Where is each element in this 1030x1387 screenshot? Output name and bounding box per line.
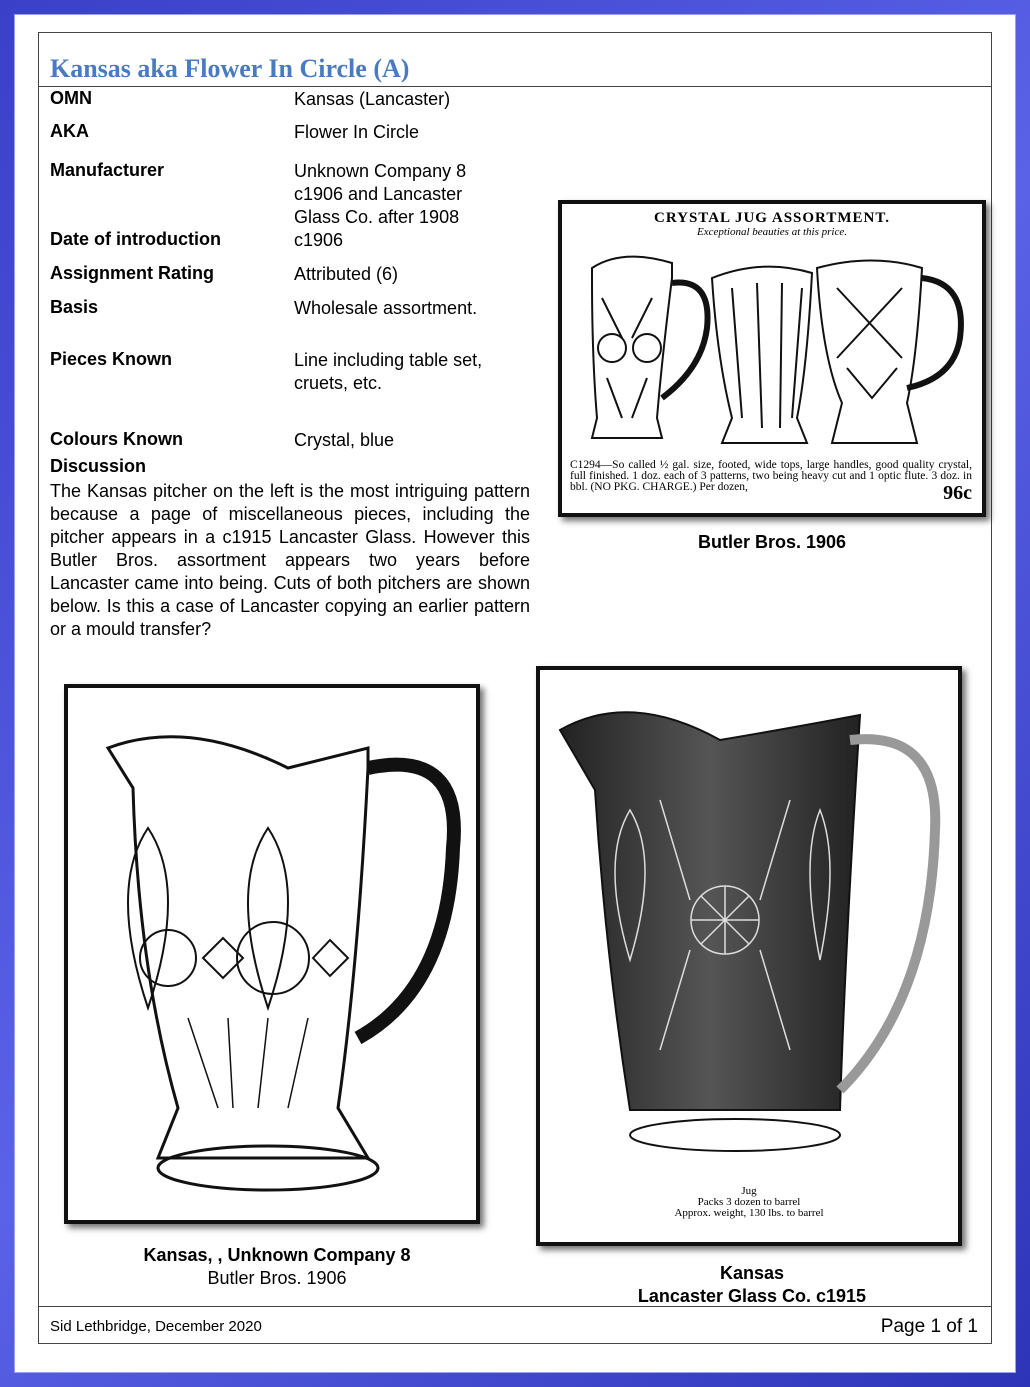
discussion-text: The Kansas pitcher on the left is the most intriguing pattern because a page of miscellaneous pieces, including the pitcher appears in a c1915 Lancaster Glass. However this Butler Bros. assortment appears two years before Lancaster came into being. Cuts of both pitchers are shown below. Is this a case of Lancaster copying an earlier pattern or a mould transfer? (50, 481, 530, 639)
ad-caption: Butler Bros. 1906 (697, 532, 847, 552)
left-caption-line-1: Kansas, , Unknown Company 8 (143, 1245, 411, 1265)
jug-caption-line-3: Approx. weight, 130 lbs. to barrel (674, 1207, 824, 1219)
right-caption-line-2: Lancaster Glass Co. c1915 (637, 1286, 867, 1306)
three-pitchers-illustration (562, 238, 982, 468)
kansas-pitcher-lancaster-image (536, 666, 962, 1246)
kansas-pitcher-butler-image (64, 684, 480, 1224)
ad-price: 96c (943, 482, 972, 504)
manufacturer-line-3: Glass Co. after 1908 (294, 207, 460, 227)
omn-label: OMN (50, 88, 92, 108)
colours-label: Colours Known (50, 429, 183, 449)
right-pitcher-caption (536, 1262, 968, 1308)
page-title: Kansas aka Flower In Circle (A) (50, 54, 410, 83)
colours-value: Crystal, blue (294, 430, 395, 450)
footer-author: Sid Lethbridge, December 2020 (50, 1318, 262, 1335)
rating-value: Attributed (6) (294, 264, 399, 284)
jug-caption (540, 1186, 958, 1219)
manufacturer-value (294, 160, 466, 229)
ad-subheading: Exceptional beauties at this price. (697, 226, 847, 238)
aka-label: AKA (50, 121, 89, 141)
basis-label: Basis (50, 297, 99, 317)
aka-value: Flower In Circle (294, 122, 420, 142)
jug-caption-line-2: Packs 3 dozen to barrel (697, 1196, 801, 1208)
manufacturer-label: Manufacturer (50, 160, 165, 180)
ad-heading: CRYSTAL JUG ASSORTMENT. (653, 210, 891, 226)
title-rule (38, 86, 992, 87)
basis-value: Wholesale assortment. (294, 298, 478, 318)
ad-body: C1294—So called ½ gal. size, footed, wide tops, large handles, good quality crystal, full finished. 1 doz. each of 3 patterns, two being heavy cut and 1 optic flute. 3 doz. in bbl. (NO PKG. CHARGE.) Per dozen, (570, 459, 972, 493)
kansas-pitcher-drawing (68, 688, 476, 1220)
rating-label: Assignment Rating (50, 263, 215, 283)
right-caption-line-1: Kansas (719, 1263, 785, 1283)
left-caption-line-2: Butler Bros. 1906 (207, 1268, 347, 1288)
manufacturer-line-1: Unknown Company 8 (294, 161, 467, 181)
left-pitcher-caption (64, 1244, 490, 1290)
pieces-value (294, 349, 482, 395)
pieces-label: Pieces Known (50, 349, 173, 369)
jug-caption-line-1: Jug (741, 1185, 757, 1197)
manufacturer-line-2: c1906 and Lancaster (294, 184, 463, 204)
omn-value: Kansas (Lancaster) (294, 89, 451, 109)
pitcher-3 (817, 261, 922, 444)
discussion-label: Discussion (50, 456, 147, 476)
butler-ad-image (558, 200, 986, 517)
lancaster-pitcher-drawing (540, 670, 958, 1180)
date-label: Date of introduction (50, 229, 221, 249)
date-value: c1906 (294, 230, 344, 250)
footer-page-number: Page 1 of 1 (880, 1316, 978, 1337)
pieces-line-2: cruets, etc. (294, 373, 383, 393)
pieces-line-1: Line including table set, (294, 350, 483, 370)
